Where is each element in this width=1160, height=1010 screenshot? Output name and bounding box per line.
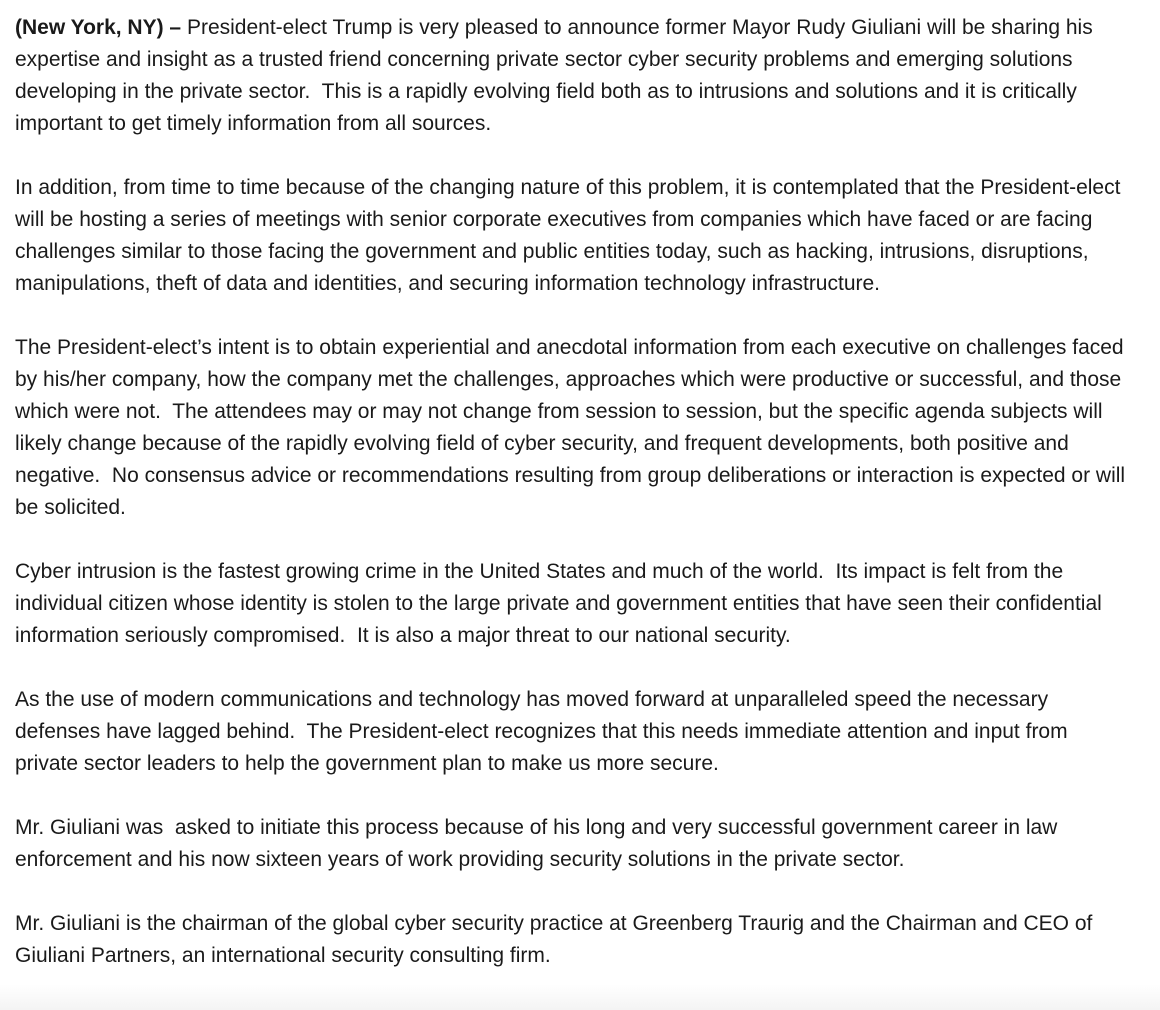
paragraph-2: In addition, from time to time because of the changing nature of this problem, it is contemplated that the President-elect will be hosting a series of meetings with senior corporate executives from companies which have faced or are facing challenges similar to those facing the government and public entities today, such as hacking, intrusions, disruptions, manipulations, theft of data and identities, and securing information technology infrastructure.	[15, 176, 1127, 295]
paragraph-3: The President-elect’s intent is to obtain experiential and anecdotal information from each executive on challenges faced by his/her company, how the company met the challenges, approaches which were productive or successful, and those which were not. The attendees may or may not change from session to session, but the specific agenda subjects will likely change because of the rapidly evolving field of cyber security, and frequent developments, both positive and negative. No consensus advice or recommendations resulting from group deliberations or interaction is expected or will be solicited.	[15, 336, 1131, 519]
bottom-edge-divider	[0, 984, 1160, 1010]
paragraph-7: Mr. Giuliani is the chairman of the global cyber security practice at Greenberg Traurig and the Chairman and CEO of Giuliani Partners, an international security consulting firm.	[15, 912, 1099, 967]
paragraph-5: As the use of modern communications and technology has moved forward at unparalleled speed the necessary defenses have lagged behind. The President-elect recognizes that this needs immediate attention and input from private sector leaders to help the government plan to make us more secure.	[15, 688, 1074, 775]
dateline: (New York, NY) –	[15, 16, 182, 39]
paragraph-1	[15, 12, 1132, 140]
paragraph-4: Cyber intrusion is the fastest growing crime in the United States and much of the world. Its impact is felt from the individual citizen whose identity is stolen to the large private and government entities that have seen their confidential information seriously compromised. It is also a major threat to our national security.	[15, 560, 1108, 647]
paragraph-6: Mr. Giuliani was asked to initiate this process because of his long and very successful government career in law enforcement and his now sixteen years of work providing security solutions in the private sector.	[15, 816, 1064, 871]
paragraph-1-text: President-elect Trump is very pleased to announce former Mayor Rudy Giuliani will be sharing his expertise and insight as a trusted friend concerning private sector cyber security problems and emerging solutions developing in the private sector. This is a rapidly evolving field both as to intrusions and solutions and it is critically important to get timely information from all sources.	[15, 16, 1099, 135]
